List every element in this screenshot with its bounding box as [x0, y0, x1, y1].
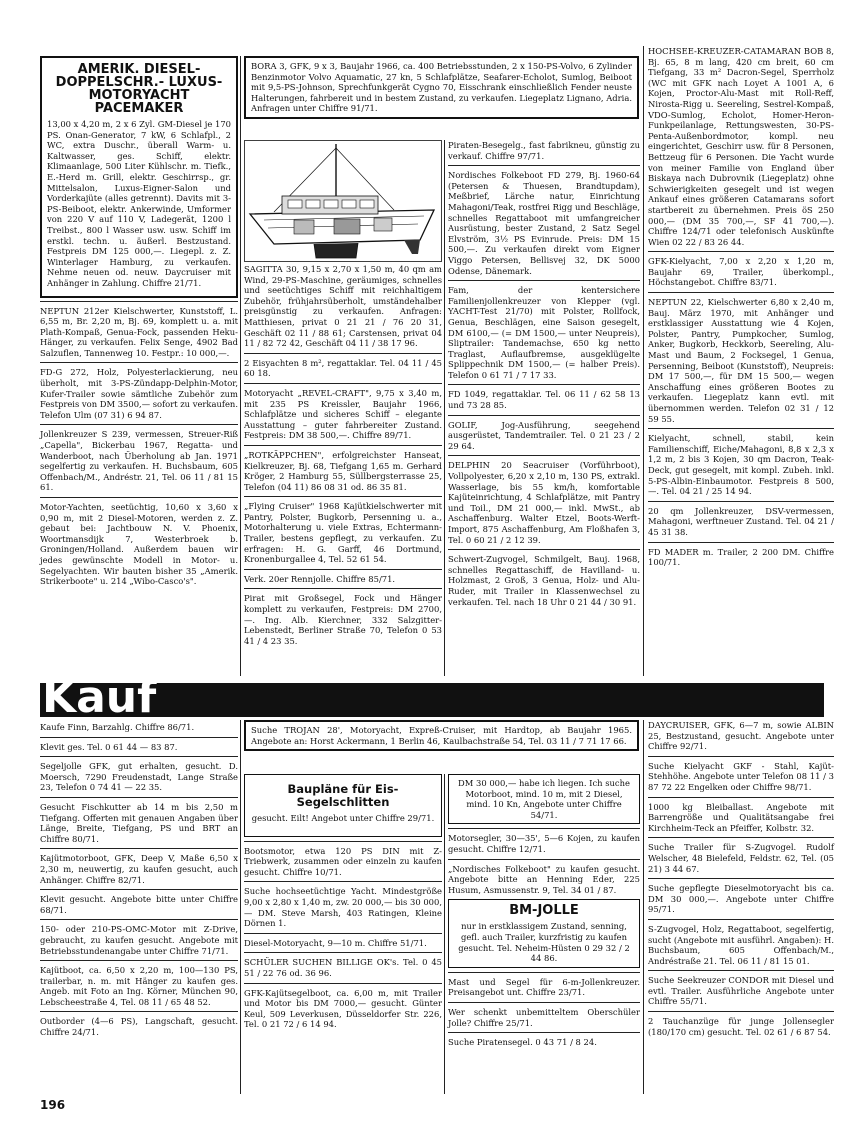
- wanted-ad: Kajütboot, ca. 6,50 x 2,20 m, 100—130 PS, trailerbar, n. m. mit Hänger zu kaufen ges. Angeb. mit Foto an Ing. Körner, München 90, Lebscheestraße 4, Tel. 08 11 / 65 48 52.: [40, 965, 238, 1007]
- kauf-column-2: [244, 774, 442, 1034]
- kauf-column-3: [448, 774, 640, 1052]
- column-1: [40, 56, 238, 591]
- boat-illustration: [244, 140, 442, 262]
- ad-sagitta: SAGITTA 30, 9,15 x 2,70 x 1,50 m, 40 qm am Wind, 29-PS-Maschine, geräumiges, schnelles und seetüchtiges Schiff mit reichhaltigem Zubehör, frühjahrsüberholt, umständehalber preisgünstig zu verkaufen. Anfragen: Matthiesen, privat 0 21 21 / 76 20 31, Geschäft 02 11 / 88 61; Carstensen, privat 04 11 / 82 72 42, Geschäft 04 11 / 38 17 96.: [244, 264, 442, 349]
- classified-ad: „ROTKÄPPCHEN", erfolgreichster Hanseat, Kielkreuzer, Bj. 68, Tiefgang 1,65 m. Gerhard Kröger, 2 Hamburg 55, Süllbergsterrasse 25, Telefon (04 11) 86 08 31 od. 86 35 81.: [244, 449, 442, 492]
- classified-ad: GOLIF, Jog-Ausführung, seegehend ausgerüstet, Tandemtrailer. Tel. 0 21 23 / 2 29 64.: [448, 419, 640, 451]
- wanted-ad: Suche Piratensegel. 0 43 71 / 8 24.: [448, 1037, 597, 1048]
- classified-ad: Nordisches Folkeboot FD 279, Bj. 1960-64 (Petersen & Thuesen, Brandtupdam), Meßbrief, Lärche natur, Einrichtung Mahagoni/Teak, rostfrei Rigg und Beschläge, schnelles Regattaboot mit umfangreicher Ausrüstung, bester Zustand, 2 Satz Segel Elvström, 3½ PS Evinrude. Preis: DM 15 500,—. Zu verkaufen direkt vom Eigner Viggo Petersen, Bellisvej 32, DK 5000 Odense, Dänemark.: [448, 170, 640, 276]
- classified-ad: NEPTUN 212er Kielschwerter, Kunststoff, L. 6,55 m, Br. 2,20 m, Bj. 69, komplett u. a. mit Plath-Kompaß, Genua-Fock, passenden Heku-Hänger, zu verkaufen. Felix Senge, 4902 Bad Salzuflen, Tannenweg 10. Festpr.: 10 000,—.: [40, 305, 238, 358]
- wanted-ad: Diesel-Motoryacht, 9—10 m. Chiffre 51/71.: [244, 937, 427, 948]
- classified-ad: Fam, der kentersichere Familienjollenkreuzer von Klepper (vgl. YACHT-Test 21/70) mit Polster, Rollfock, Genua, Beschlägen, eine Saison gesegelt, DM 6100,— (= DM 1500,— unter Neupreis), Sliptrailer: Tandemachse, 650 kg netto Traglast, Auflaufbremse, ausgeklügelte Splippechnik DM 1500,— (= halber Preis). Telefon 0 61 71 / 7 17 33.: [448, 285, 640, 380]
- ad-bora-box: [244, 56, 639, 119]
- wanted-ad: Wer schenkt unbemitteltem Oberschüler Jolle? Chiffre 25/71.: [448, 1006, 640, 1028]
- wanted-ad: Outborder (4—6 PS), Langschaft, gesucht. Chiffre 24/71.: [40, 1016, 238, 1038]
- wanted-ad: Klevit gesucht. Angebote bitte unter Chiffre 68/71.: [40, 894, 238, 915]
- ad-bauplaene-body: gesucht. Eilt! Angebot unter Chiffre 29/71.: [251, 813, 435, 823]
- classified-ad: Schwert-Zugvogel, Schmilgelt, Bauj. 1968, schnelles Regattaschiff, de Havilland- u. Holzmast, 2 Groß, 3 Genua, Holz- und Alu-Ruder, mit Trailer in Klassenwechsel zu verkaufen. Tel. nach 18 Uhr 0 21 44 / 30 91.: [448, 554, 640, 607]
- classified-ad: Motoryacht „REVEL-CRAFT", 9,75 x 3,40 m, mit 235 PS Kreissler, Baujahr 1966, Schlafplätze und sicheres Schiff – elegante Ausstattung – guter fahrbereiter Zustand. Festpreis: DM 38 500,—. Chiffre 89/71.: [244, 387, 442, 441]
- wanted-ad: Motorsegler, 30—35', 5—6 Kojen, zu kaufen gesucht. Chiffre 12/71.: [448, 833, 640, 854]
- kauf-column-1: [40, 722, 238, 1042]
- classified-ad: Piraten-Besegelg., fast fabrikneu, günstig zu verkauf. Chiffre 97/71.: [448, 140, 640, 161]
- column-2: [244, 140, 442, 650]
- classified-ad: FD MADER m. Trailer, 2 200 DM. Chiffre 100/71.: [648, 546, 834, 568]
- ad-bauplaene: [244, 774, 442, 837]
- wanted-ad: Kaufe Finn, Barzahlg. Chiffre 86/71.: [40, 722, 195, 732]
- column-3: [448, 140, 640, 611]
- classified-ad: Motor-Yachten, seetüchtig, 10,60 x 3,60 x 0,90 m, mit 2 Diesel-Motoren, werden z. Z. gebaut bei: Jachtbouw N. V. Phoenix, Woortmansdijk 7, Westerbroek b. Groningen/Holland. Außerdem bauen wir jedes gewünschte Modell in Motor- u. Segelyachten. Wir bauten bisher 35 „Amerik. Strikerboote" u. 214 „Wibo-Casco's".: [40, 502, 238, 587]
- wanted-ad: Suche Seekreuzer CONDOR mit Diesel und evtl. Trailer. Ausführliche Angebote unter Chiffre 55/71.: [648, 975, 834, 1007]
- wanted-ad: 1000 kg Bleiballast. Angebote mit Barrengröße und Qualitätsangabe frei Kirchheim-Teck an Pfeiffer, Kolbstr. 32.: [648, 801, 834, 833]
- section-header-bar: [40, 683, 824, 717]
- classified-ad: FD 1049, regattaklar. Tel. 06 11 / 62 58 13 und 73 28 85.: [448, 389, 640, 411]
- ad-trojan-box: [244, 720, 639, 751]
- wanted-ad: GFK-Kajütsegelboot, ca. 6,00 m, mit Trailer und Motor bis DM 7000,— gesucht. Günter Keul, 509 Leverkusen, Düsseldorfer Str. 226, Tel. 0 21 72 / 6 14 94.: [244, 987, 442, 1030]
- ad-bora-body: BORA 3, GFK, 9 x 3, Baujahr 1966, ca. 400 Betriebsstunden, 2 x 150-PS-Volvo, 6 Zylinder Benzinmotor Volvo Aquamatic, 27 kn, 5 Schlafplätze, Seafarer-Echolot, Sumlog, Beiboot mit 9,5-PS-Johnson, Sprechfunkgerät Cygno 70, Eisschrank einschließlich Fender neuste Halterungen, fahrbereit und in bestem Zustand, zu verkaufen. Liegeplatz Lignano, Adria. Anfragen unter Chiffre 91/71.: [251, 61, 632, 114]
- ad-bauplaene-title: Baupläne für Eis-Segelschlitten: [287, 782, 399, 809]
- classified-ad: 20 qm Jollenkreuzer, DSV-vermessen, Mahagoni, werftneuer Zustand. Tel. 04 21 / 45 31 38.: [648, 505, 834, 537]
- ad-trojan: [244, 720, 639, 751]
- ad-bora: [244, 56, 639, 119]
- ad-bmjolle-body: nur in erstklassigem Zustand, senning, gefl. auch Trailer, kurzfristig zu kaufen gesucht. Tel. Neheim-Hüsten 0 29 32 / 2 44 86.: [458, 921, 630, 964]
- ad-pacemaker-title: AMERIK. DIESEL-DOPPELSCHR.- LUXUS-MOTORYACHT PACEMAKER: [55, 62, 223, 116]
- wanted-ad: Kajütmotorboot, GFK, Deep V, Maße 6,50 x 2,30 m, neuwertig, zu kaufen gesucht, auch Anhänger. Chiffre 82/71.: [40, 853, 238, 885]
- wanted-ad: Mast und Segel für 6-m-Jollenkreuzer. Preisangebot unt. Chiffre 23/71.: [448, 976, 640, 998]
- classified-ad: Kielyacht, schnell, stabil, kein Familienschiff, Eiche/Mahagoni, 8,8 x 2,3 x 1,2 m, 2 bis 3 Kojen, 30 qm Dacron, Teak-Deck, gut gesegelt, mit kompl. Zubeh. inkl. 5-PS-Albin-Einbaumotor. Festpreis 8 500,—. Tel. 04 21 / 25 14 94.: [648, 433, 834, 497]
- classified-ad: FD-G 272, Holz, Polyesterlackierung, neu überholt, mit 3-PS-Zündapp-Delphin-Motor, Kufer-Trailer sowie sämtliche Zubehör zum Festpreis von DM 3500,— sofort zu verkaufen. Telefon Ulm (07 31) 6 94 87.: [40, 367, 238, 420]
- ad-trojan-body: Suche TROJAN 28', Motoryacht, Expreß-Cruiser, mit Hardtop, ab Baujahr 1965. Angebote an: Horst Ackermann, 1 Berlin 46, Kaulbachstraße 54, Tel. 03 11 / 7 71 17 66.: [251, 725, 632, 746]
- classified-ad: „Flying Cruiser" 1968 Kajütkielschwerter mit Pantry, Polster, Bugkorb, Persenning u. a., Motorhalterung u. viele Extras, Echtermann-Trailer, bestens gepflegt, zu verkaufen. Zu erfragen: H. G. Garff, 46 Dortmund, Kronenburgallee 4, Tel. 52 61 54.: [244, 501, 442, 565]
- classified-ad: DELPHIN 20 Seacruiser (Vorführboot), Vollpolyester, 6,20 x 2,10 m, 130 PS, extrakl. Wasserlage, bis 55 km/h, komfortable Kajüteinrichtung, 4 Schlafplätze, mit Pantry und Toil., DM 21 000,— inkl. MwSt., ab Aschaffenburg. Walter Etzel, Boots-Werft-Import, 875 Aschaffenburg, Am Floßhafen 3, Tel. 0 60 21 / 2 12 39.: [448, 460, 640, 545]
- wanted-ad: Suche gepflegte Dieselmotoryacht bis ca. DM 30 000,—. Angebote unter Chiffre 95/71.: [648, 883, 834, 915]
- classified-ad: GFK-Kielyacht, 7,00 x 2,20 x 1,20 m, Baujahr 69, Trailer, überkompl., Höchstangebot. Chiffre 83/71.: [648, 256, 834, 288]
- classified-ad: Pirat mit Großsegel, Fock und Hänger komplett zu verkaufen, Festpreis: DM 2700,—. Ing. Alb. Kierchner, 332 Salzgitter-Lebenstedt, Berliner Straße 70, Telefon 0 53 41 / 4 23 35.: [244, 593, 442, 646]
- sailboat-drawing-icon: [244, 140, 442, 262]
- ad-pacemaker-body: 13,00 x 4,20 m, 2 x 6 Zyl. GM-Diesel je 170 PS. Onan-Generator, 7 kW, 6 Schlafpl., 2 WC, extra Duschr., überall Warm- u. Kaltwasser, ges. Schiff, elektr. Klimaanlage, 500 Liter Kühlschr. m. Tiefk., E.-Herd m. Grill, elektr. Geschirrsp., gr. Mittelsalon, Luxus-Eigner-Salon und Vorderkajüte (alles getrennt). Davits mit 3-PS-Beiboot, elektr. Ankerwinde, Umformer von 220 V auf 110 V, Ladegerät, 1200 l Treibst., 800 l Wasser usw. usw. Schiff im erstkl. techn. u. äußerl. Bestzustand. Festpreis DM 125 000,—. Liegepl. z. Z. Winterlager Hamburg, zu verkaufen. Nehme neuen od. neuw. Daycruiser mit Anhänger in Zahlung. Chiffre 21/71.: [47, 119, 231, 288]
- kauf-column-4: [648, 720, 834, 1041]
- ad-pacemaker: [40, 56, 238, 298]
- page-number: 196: [40, 1098, 66, 1112]
- wanted-ad: Suche Kielyacht GKF - Stahl, Kajüt-Stehhöhe. Angebote unter Telefon 08 11 / 3 87 72 22 Engelken oder Chiffre 98/71.: [648, 760, 834, 792]
- wanted-ad: 2 Tauchanzüge für junge Jollensegler (180/170 cm) gesucht. Tel. 02 61 / 6 87 54.: [648, 1016, 834, 1037]
- classified-ad: Verk. 20er Rennjolle. Chiffre 85/71.: [244, 573, 396, 584]
- wanted-ad: „Nordisches Folkeboot" zu kaufen gesucht. Angebote bitte an Henning Eder, 225 Husum, Asmussenstr. 9, Tel. 34 01 / 87.: [448, 863, 640, 895]
- ad-dm30000: [448, 774, 640, 824]
- wanted-ad: 150- oder 210-PS-OMC-Motor mit Z-Drive, gebraucht, zu kaufen gesucht. Angebote mit Betriebsstundenangabe unter Chiffre 71/71.: [40, 924, 238, 956]
- wanted-ad: Segeljolle GFK, gut erhalten, gesucht. D. Moersch, 7290 Freudenstadt, Lange Straße 23, Telefon 0 74 41 — 22 35.: [40, 761, 238, 793]
- wanted-ad: Suche Trailer für S-Zugvogel. Rudolf Welscher, 48 Bielefeld, Feldstr. 62, Tel. (05 21) 3 44 67.: [648, 842, 834, 874]
- wanted-ad: SCHÜLER SUCHEN BILLIGE OK's. Tel. 0 45 51 / 22 76 od. 36 96.: [244, 957, 442, 978]
- ad-bmjolle: [448, 899, 640, 967]
- column-4: [648, 46, 834, 572]
- section-header-kauf: Kauf: [42, 672, 157, 723]
- classified-ad: NEPTUN 22, Kielschwerter 6,80 x 2,40 m, Bauj. März 1970, mit Anhänger und erstklassiger Ausstattung wie 4 Kojen, Polster, Pantry, Pumpkocher, Sumlog, Anker, Bugkorb, Heckkorb, Seereling, Alu-Mast und Baum, 2 Focksegel, 1 Genua, Persenning, Beiboot (Kunststoff), Neupreis: DM 17 500,—, für DM 15 500,— wegen Anschaffung eines größeren Bootes zu verkaufen. Liegeplatz kann evtl. mit übernommen werden. Telefon 02 31 / 12 59 55.: [648, 297, 834, 424]
- ad-dm30000-body: DM 30 000,— habe ich liegen. Ich suche Motorboot, mind. 10 m, mit 2 Diesel, mind. 10 Kn, Angebote unter Chiffre 54/71.: [458, 778, 630, 820]
- classified-ad: HOCHSEE-KREUZER-CATAMARAN BOB 8, Bj. 65, 8 m lang, 420 cm breit, 60 cm Tiefgang, 33 m² Dacron-Segel, Sperrholz (WC mit GFK nach Loyet A 1001 A, 6 Kojen, Proctor-Alu-Mast mit Roll-Reff, Nirosta-Rigg u. Seereling, Sestrel-Kompaß, VDO-Sumlog, Echolot, Homer-Heron-Funkpeilanlage, Rettungswesten, 30-PS-Penta-Außenbordmotor, kompl. neu eingerichtet, Geschirr usw. für 8 Personen, Bettzeug für 6 Personen. Die Yacht wurde von meiner Familie von England über Biskaya nach Dubrovnik (Liegeplatz) ohne Schwierigkeiten gesegelt und ist wegen Ankauf eines größeren Catamarans sofort startbereit zu übernehmen. Preis öS 250 000,— (DM 35 700,—, SF 41 700,—). Chiffre 124/71 oder telefonisch Auskünfte Wien 02 22 / 83 26 44.: [648, 46, 834, 247]
- ad-bmjolle-title: BM-JOLLE: [509, 903, 579, 919]
- wanted-ad: Bootsmotor, etwa 120 PS DIN mit Z-Triebwerk, zusammen oder einzeln zu kaufen gesucht. Chiffre 10/71.: [244, 845, 442, 877]
- wanted-ad: S-Zugvogel, Holz, Regattaboot, segelfertig, sucht (Angebote mit ausführl. Angaben): H. Buchsbaum, 605 Offenbach/M., Andréstraße 21. Tel. 06 11 / 81 15 01.: [648, 923, 834, 966]
- classified-ad: 2 Eisyachten 8 m², regattaklar. Tel. 04 11 / 45 60 18.: [244, 357, 442, 379]
- wanted-ad: Suche hochseetüchtige Yacht. Mindestgröße 9,00 x 2,80 x 1,40 m, zw. 20 000,— bis 30 000,— DM. Steve Marsh, 403 Ratingen, Kleine Dörnen 1.: [244, 886, 442, 929]
- wanted-ad: DAYCRUISER, GFK, 6—7 m, sowie ALBIN 25, Bestzustand, gesucht. Angebote unter Chiffre 92/71.: [648, 720, 834, 752]
- wanted-ad: Gesucht Fischkutter ab 14 m bis 2,50 m Tiefgang. Offerten mit genauen Angaben über Länge, Breite, Tiefgang, PS und BRT an Chiffre 80/71.: [40, 801, 238, 844]
- classified-ad: Jollenkreuzer S 239, vermessen, Streuer-Riß „Capella", Bickerbau 1967, Regatta- und Wanderboot, nach Überholung ab Jan. 1971 segelfertig zu verkaufen. H. Buchsbaum, 605 Offenbach/M., Andréstr. 21, Tel. 06 11 / 81 15 61.: [40, 429, 238, 493]
- wanted-ad: Klevit ges. Tel. 0 61 44 — 83 87.: [40, 741, 178, 752]
